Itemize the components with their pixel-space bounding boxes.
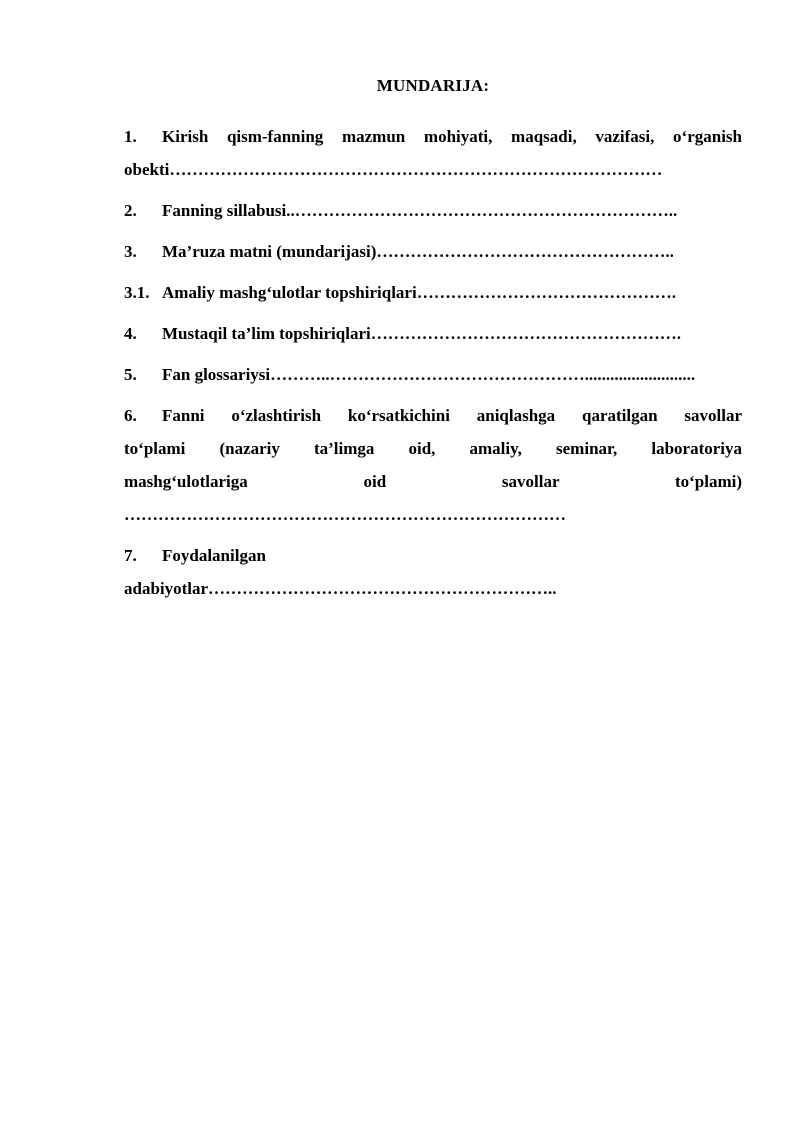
toc-entry-1 <box>124 120 742 186</box>
toc-text: Fan glossariysi………..……………………………………….......................... <box>162 365 696 384</box>
toc-number: 3.1. <box>124 283 150 302</box>
toc-number: 4. <box>124 324 137 343</box>
toc-entry-2 <box>124 194 742 227</box>
toc-text-line: to‘plami (nazariy ta’limga oid, amaliy, seminar, laboratoriya <box>124 439 742 458</box>
toc-entry-3-1 <box>124 276 742 309</box>
toc-number: 6. <box>124 406 137 425</box>
toc-text: Foydalanilgan <box>162 546 266 565</box>
toc-text: Kirish qism-fanning mazmun mohiyati, maqsadi, vazifasi, o‘rganish <box>162 127 742 146</box>
toc-entry-7 <box>124 539 742 605</box>
toc-number: 3. <box>124 242 137 261</box>
toc-leader-line: obekti…………………………………………………………………………… <box>124 160 663 179</box>
toc-entry-4 <box>124 317 742 350</box>
toc-text: Ma’ruza matni (mundarijasi)…………………………………………….. <box>162 242 674 261</box>
toc-number: 5. <box>124 365 137 384</box>
toc-number: 7. <box>124 546 137 565</box>
page-title: MUNDARIJA: <box>376 76 490 95</box>
toc-text-line: mashg‘ulotlariga oid savollar to‘plami) <box>124 472 742 491</box>
toc-leader-line: …………………………………………………………………… <box>124 505 566 524</box>
toc-leader-line: adabiyotlar…………………………………………………….. <box>124 579 557 598</box>
toc-text: Amaliy mashg‘ulotlar topshiriqlari………………………………………. <box>162 283 676 302</box>
toc-text: Fanni o‘zlashtirish ko‘rsatkichini aniqlashga qaratilgan savollar <box>162 406 742 425</box>
table-of-contents <box>124 120 742 605</box>
toc-number: 2. <box>124 201 137 220</box>
toc-entry-6 <box>124 399 742 531</box>
toc-text: Fanning sillabusi..………………………………………………………….. <box>162 201 678 220</box>
toc-entry-3 <box>124 235 742 268</box>
toc-entry-5 <box>124 358 742 391</box>
toc-number: 1. <box>124 127 137 146</box>
toc-text: Mustaqil ta’lim topshiriqlari………………………………………………. <box>162 324 681 343</box>
